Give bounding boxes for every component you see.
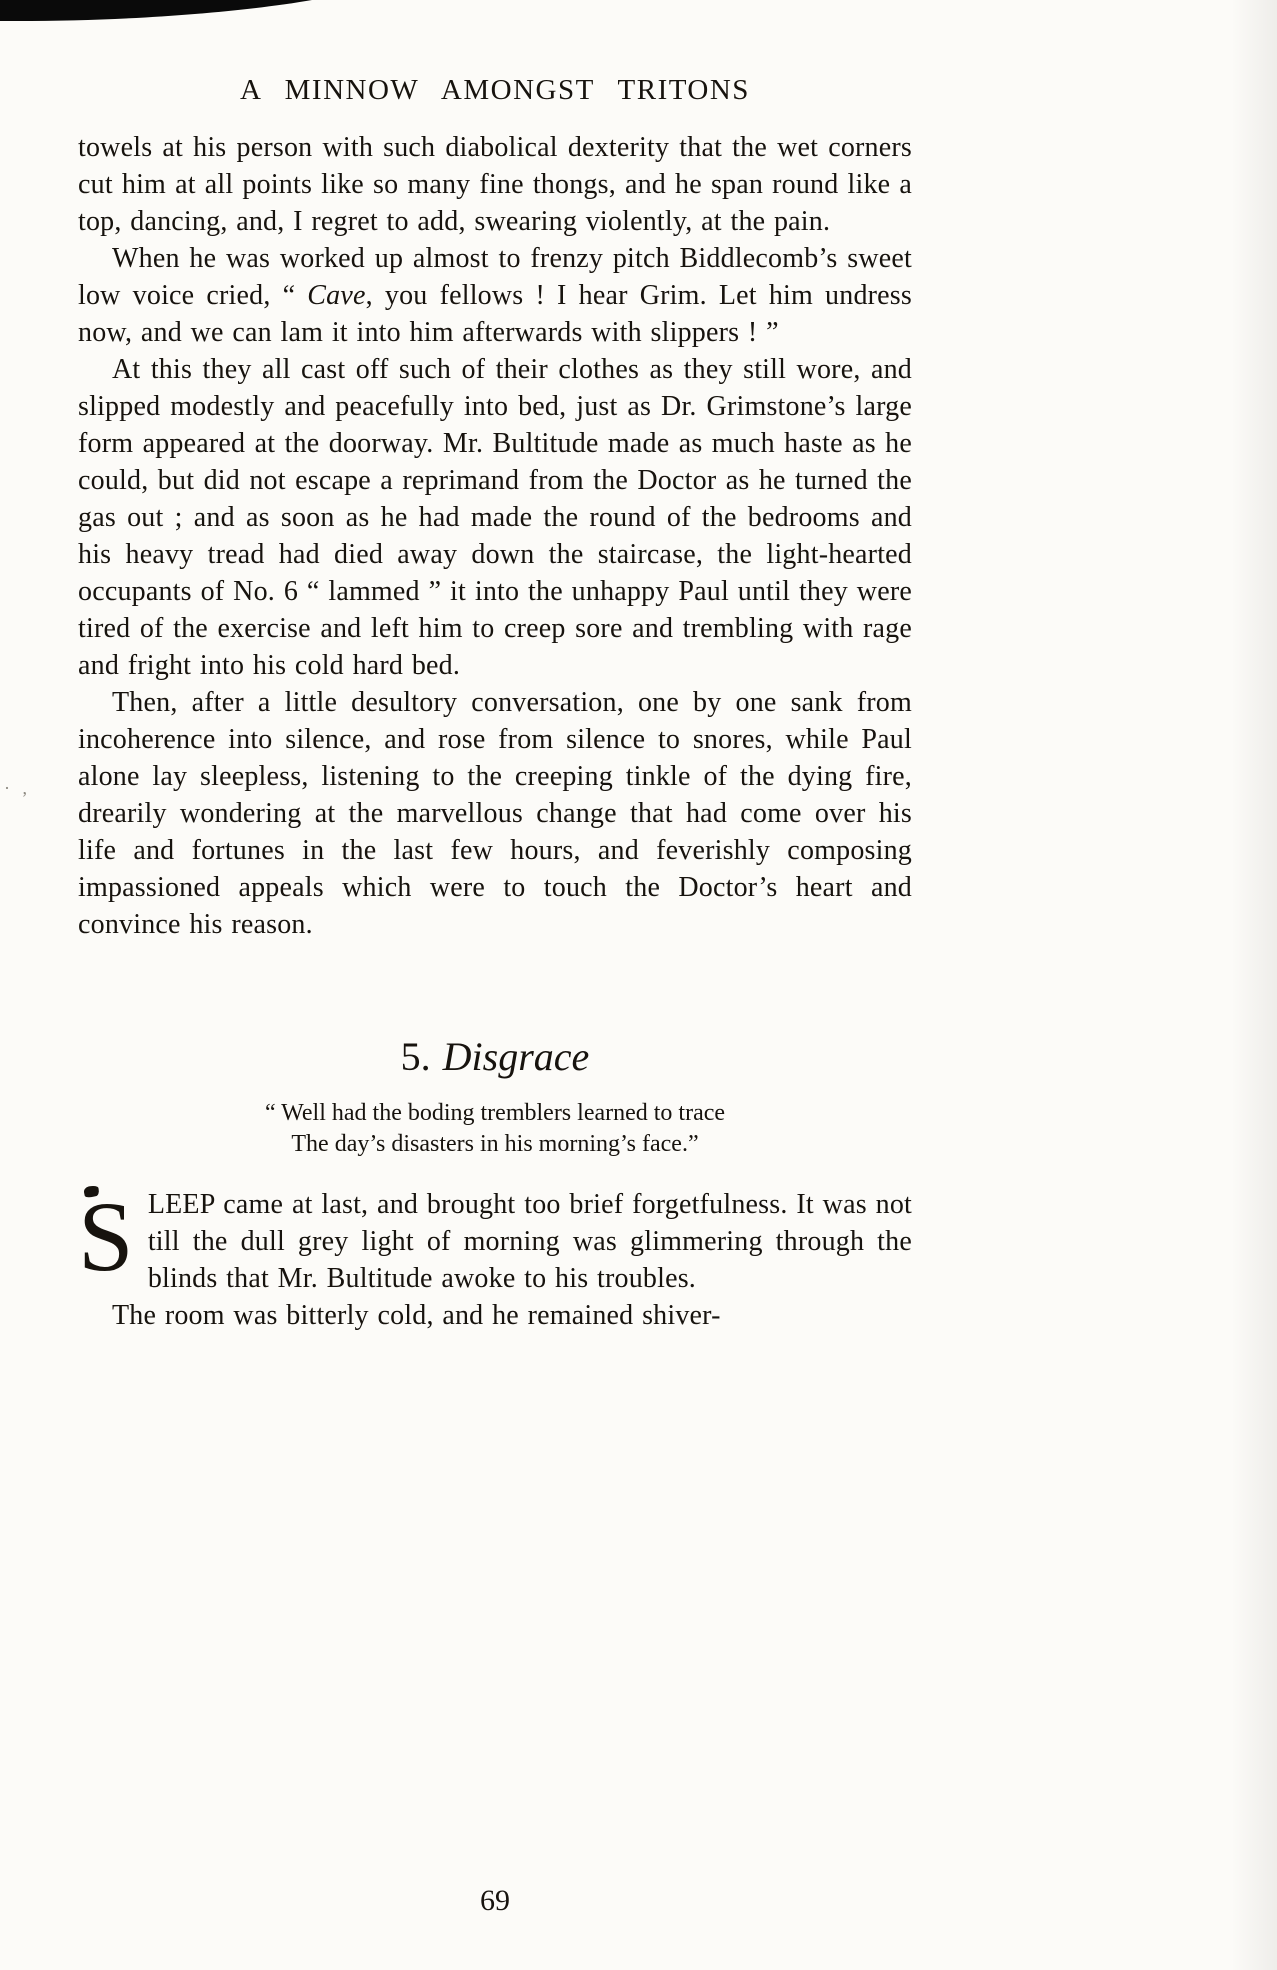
page-number: 69 [480, 1884, 510, 1917]
paragraph [78, 1297, 912, 1334]
text-run: towels at his person with such diabolical dexterity that the wet corners cut him at all points like so many fine thongs, and he span round like a top, dancing, and, I regret to add, swearing violently, at the pain. [78, 132, 912, 237]
section-title: Disgrace [442, 1034, 590, 1079]
text-run: At this they all cast off such of their clothes as they still wore, and slipped modestly and peacefully into bed, just as Dr. Grimstone’s large form appeared at the doorway. Mr. Bultitude made as much haste as he could, but did not escape a reprimand from the Doctor as he turned the gas out ; and as soon as he had made the round of the bedrooms and his heavy tread had died away down the staircase, the light-hearted occupants of No. 6 “ lammed ” it into the unhappy Paul until they were tired of the exercise and left him to creep sore and trembling with rage and fright into his cold hard bed. [78, 354, 912, 681]
text-run: The room was bitterly cold, and he remained shiver- [112, 1300, 721, 1331]
paragraph [78, 684, 912, 943]
paragraph [78, 351, 912, 684]
text-run: Then, after a little desultory conversation, one by one sank from incoherence into silence, and rose from silence to snores, while Paul alone lay sleepless, listening to the creeping tinkle of the dying fire, drearily wondering at the marvellous change that had come over his life and fortunes in the last few hours, and feverishly composing impassioned appeals which were to touch the Doctor’s heart and convince his reason. [78, 687, 912, 940]
scan-artifact [0, 0, 320, 30]
text-run: , you fellows ! I hear Grim. Let him undress now, and we can lam it into him afterwards with slippers ! ” [78, 280, 913, 348]
drop-cap-initial: S [78, 1181, 134, 1292]
dropcap-paragraph [78, 1181, 912, 1297]
page-edge-shading [1231, 0, 1277, 1970]
paragraph [78, 129, 912, 240]
text-run: When he was worked up almost to frenzy pitch Biddlecomb’s sweet low voice cried, “ [78, 243, 912, 311]
text-run: LEEP came at last, and brought too brief forgetfulness. It was not till the dull grey light of morning was glimmering through the blinds that Mr. Bultitude awoke to his troubles. [147, 1189, 912, 1294]
epigraph [78, 1098, 912, 1160]
section-heading [78, 1033, 912, 1080]
epigraph-line: “ Well had the boding tremblers learned to trace [264, 1100, 726, 1126]
body-text-upper [78, 129, 912, 943]
body-text-lower [78, 1181, 912, 1334]
text-block [78, 74, 912, 1334]
running-header: A MINNOW AMONGST TRITONS [240, 74, 750, 106]
text-run: Cave [307, 280, 366, 311]
margin-specks: · , [4, 778, 31, 798]
section-number: 5. [400, 1034, 431, 1079]
epigraph-line: The day’s disasters in his morning’s face.” [291, 1131, 699, 1157]
paragraph [78, 240, 912, 351]
